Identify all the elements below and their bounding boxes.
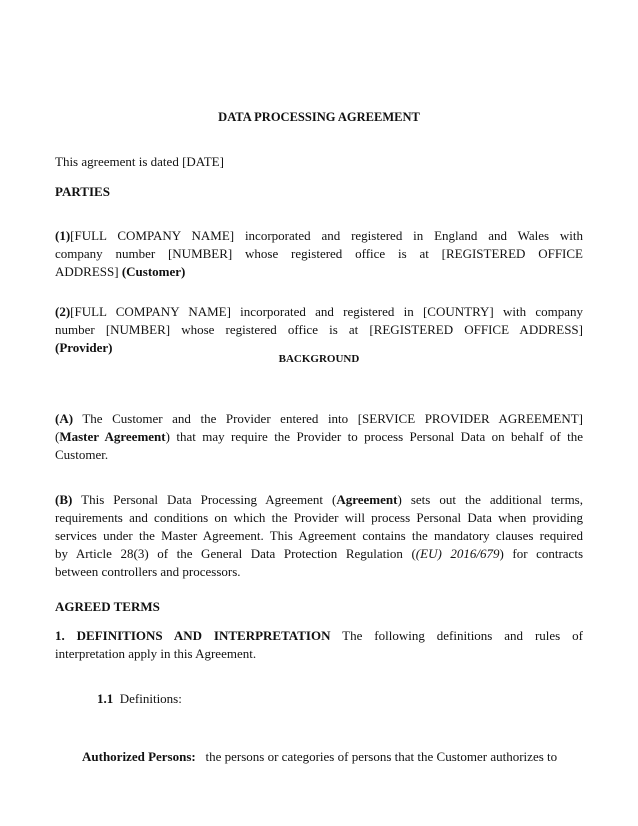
party1-line2: company number [NUMBER] whose registered office is at [REGISTERED OFFICE: [55, 246, 583, 261]
background-a-line1-text: The Customer and the Provider entered into [SERVICE PROVIDER AGREEMENT]: [82, 411, 583, 426]
party2-number: (2): [55, 304, 71, 319]
subsection-label: Definitions:: [119, 691, 182, 706]
background-a-line1: [55, 410, 583, 428]
background-a-line2-text: ) that may require the Provider to process Personal Data on behalf of the: [165, 429, 583, 444]
authorized-persons-definition: [82, 748, 582, 766]
party1-line1-text: [FULL COMPANY NAME] incorporated and registered in England and Wales with: [70, 228, 583, 243]
background-b-line1-pre: This Personal Data Processing Agreement (: [81, 492, 337, 507]
party2-line1: [55, 303, 583, 321]
party1-number: (1): [55, 228, 71, 243]
section1-line1-text: The following definitions and rules of: [342, 628, 583, 643]
section1-line2: interpretation apply in this Agreement.: [55, 646, 257, 661]
party1-line3: [55, 263, 583, 281]
background-heading: BACKGROUND: [278, 353, 360, 365]
document-title: DATA PROCESSING AGREEMENT: [218, 110, 420, 124]
background-a-line3: Customer.: [55, 447, 109, 462]
party2-line1-text: [FULL COMPANY NAME] incorporated and registered in [COUNTRY] with company: [70, 304, 583, 319]
party2-role: (Provider): [55, 340, 113, 355]
background-a-label: (A): [55, 411, 74, 426]
background-b-label: (B): [55, 492, 73, 507]
party1-role: (Customer): [121, 264, 186, 279]
background-b-line4-pre: by Article 28(3) of the General Data Protection Regulation (: [55, 546, 416, 561]
regulation-reference: (EU) 2016/679: [415, 546, 500, 561]
section1-heading: 1. DEFINITIONS AND INTERPRETATION: [55, 628, 331, 643]
subsection-number: 1.1: [97, 691, 114, 706]
authorized-persons-text: the persons or categories of persons that the Customer authorizes to: [205, 749, 558, 764]
section1-line1: [55, 627, 583, 645]
master-agreement-term: Master Agreement: [59, 429, 166, 444]
background-b-line4: [55, 545, 583, 563]
authorized-persons-term: Authorized Persons:: [82, 749, 196, 764]
background-a-paren: (: [55, 429, 60, 444]
background-b-line3: services under the Master Agreement. This Agreement contains the mandatory clauses required: [55, 528, 583, 543]
background-b-line2: requirements and conditions on which the Provider will process Personal Data when providing: [55, 510, 583, 525]
background-b-line4-post: ) for contracts: [499, 546, 584, 561]
party2-line2: number [NUMBER] whose registered office is at [REGISTERED OFFICE ADDRESS]: [55, 322, 583, 337]
agreement-term: Agreement: [336, 492, 398, 507]
party1-line3-text: ADDRESS]: [55, 264, 119, 279]
parties-heading: PARTIES: [55, 184, 110, 199]
subsection-1-1: [97, 690, 497, 708]
party1-line1: [55, 227, 583, 245]
background-b-line5: between controllers and processors.: [55, 564, 241, 579]
background-a-line2: [55, 428, 583, 446]
background-b-line1-post: ) sets out the additional terms,: [397, 492, 583, 507]
background-b-line1: [55, 491, 583, 509]
agreement-date-line: This agreement is dated [DATE]: [55, 154, 224, 169]
agreed-terms-heading: AGREED TERMS: [55, 599, 160, 614]
